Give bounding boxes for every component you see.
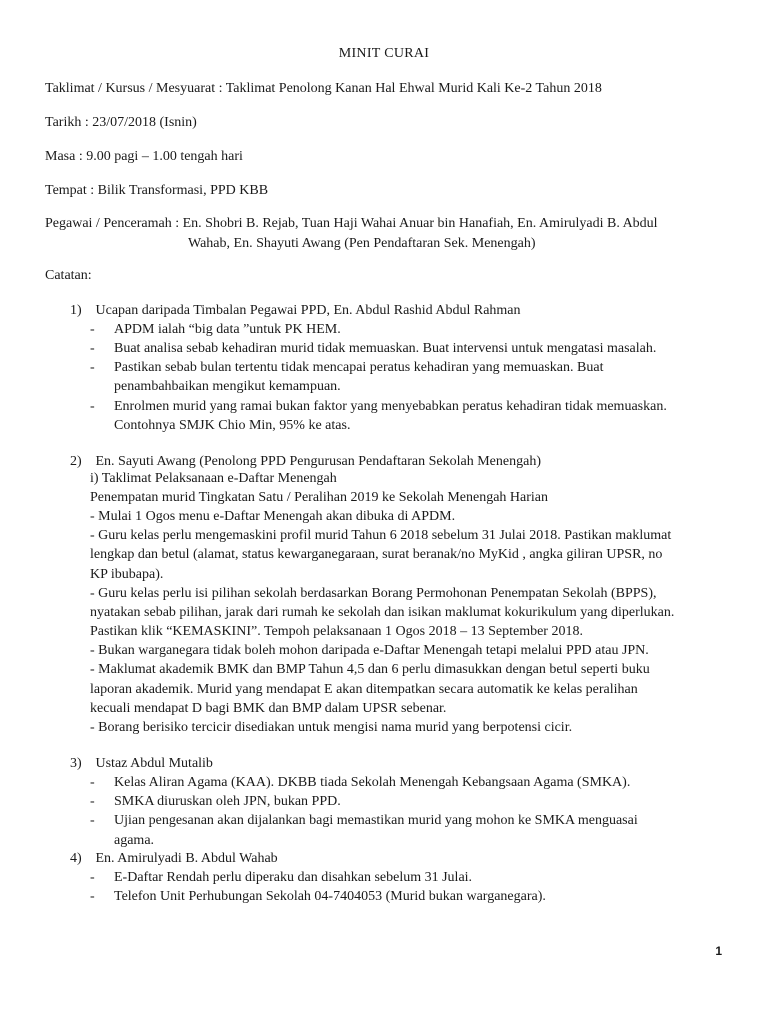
time-line: Masa : 9.00 pagi – 1.00 tengah hari	[45, 149, 243, 164]
list-item	[90, 794, 341, 810]
list-item	[90, 813, 638, 829]
bullet-dash: -	[90, 360, 95, 375]
bullet-dash: -	[90, 794, 95, 809]
list-item-text: Buat analisa sebab kehadiran murid tidak memuaskan. Buat intervensi untuk mengatasi masalah.	[114, 341, 657, 356]
list-item-text: Ujian pengesanan akan dijalankan bagi memastikan murid yang mohon ke SMKA menguasai	[114, 813, 638, 828]
bullet-dash: -	[90, 341, 95, 356]
list-item-continued: penambahbaikan mengikut kemampuan.	[114, 379, 341, 394]
paragraph-line: - Borang berisiko tercicir disediakan untuk mengisi nama murid yang berpotensi cicir.	[90, 720, 573, 735]
section-1-heading	[70, 303, 521, 319]
bullet-dash: -	[90, 399, 95, 414]
bullet-dash: -	[90, 870, 95, 885]
paragraph-line: i) Taklimat Pelaksanaan e-Daftar Menengah	[90, 471, 337, 486]
speakers-line: Pegawai / Penceramah : En. Shobri B. Rejab, Tuan Haji Wahai Anuar bin Hanafiah, En. Amirulyadi B. Abdul	[45, 216, 658, 231]
bullet-dash: -	[90, 775, 95, 790]
section-number: 1)	[70, 303, 82, 318]
section-heading-text: Ustaz Abdul Mutalib	[95, 756, 213, 771]
list-item	[90, 341, 656, 357]
meeting-title-line: Taklimat / Kursus / Mesyuarat : Taklimat Penolong Kanan Hal Ehwal Murid Kali Ke-2 Tahun 2018	[45, 81, 602, 96]
section-heading-text: En. Amirulyadi B. Abdul Wahab	[95, 851, 278, 866]
list-item-continued: agama.	[114, 833, 155, 848]
paragraph-line: Pastikan klik “KEMASKINI”. Tempoh pelaksanaan 1 Ogos 2018 – 13 September 2018.	[90, 624, 583, 639]
paragraph-line: - Guru kelas perlu mengemaskini profil murid Tahun 6 2018 sebelum 31 Julai 2018. Pastikan maklumat	[90, 528, 672, 543]
section-number: 3)	[70, 756, 82, 771]
list-item	[90, 399, 667, 415]
bullet-dash: -	[90, 889, 95, 904]
paragraph-line: - Guru kelas perlu isi pilihan sekolah berdasarkan Borang Permohonan Penempatan Sekolah (BPPS),	[90, 586, 657, 601]
paragraph-line: - Maklumat akademik BMK dan BMP Tahun 4,5 dan 6 perlu dimasukkan dengan betul seperti buku	[90, 662, 650, 677]
list-item	[90, 322, 341, 338]
section-number: 2)	[70, 454, 82, 469]
section-number: 4)	[70, 851, 82, 866]
venue-line: Tempat : Bilik Transformasi, PPD KBB	[45, 183, 269, 198]
list-item-text: E-Daftar Rendah perlu diperaku dan disahkan sebelum 31 Julai.	[114, 870, 473, 885]
section-3-heading	[70, 756, 213, 772]
list-item	[90, 775, 630, 791]
paragraph-line: KP ibubapa).	[90, 567, 164, 582]
list-item	[90, 360, 603, 376]
section-4-heading	[70, 851, 278, 867]
list-item-text: Pastikan sebab bulan tertentu tidak mencapai peratus kehadiran yang memuaskan. Buat	[114, 360, 604, 375]
paragraph-line: - Mulai 1 Ogos menu e-Daftar Menengah akan dibuka di APDM.	[90, 509, 456, 524]
list-item-text: APDM ialah “big data ”untuk PK HEM.	[114, 322, 341, 337]
bullet-dash: -	[90, 322, 95, 337]
paragraph-line: nyatakan sebab pilihan, jarak dari rumah ke sekolah dan isikan maklumat kokurikulum yang diperlukan.	[90, 605, 675, 620]
page-number: 1	[715, 944, 722, 958]
paragraph-line: laporan akademik. Murid yang mendapat E akan ditempatkan secara automatik ke kelas peralihan	[90, 682, 638, 697]
paragraph-line: kecuali mendapat D bagi BMK dan BMP dalam UPSR sebenar.	[90, 701, 447, 716]
bullet-dash: -	[90, 813, 95, 828]
section-heading-text: En. Sayuti Awang (Penolong PPD Pengurusan Pendaftaran Sekolah Menengah)	[95, 454, 541, 469]
document-title: MINIT CURAI	[338, 46, 430, 61]
speakers-line-continued: Wahab, En. Shayuti Awang (Pen Pendaftaran Sek. Menengah)	[188, 236, 536, 251]
list-item-text: SMKA diuruskan oleh JPN, bukan PPD.	[114, 794, 341, 809]
paragraph-line: - Bukan warganegara tidak boleh mohon daripada e-Daftar Menengah tetapi melalui PPD atau JPN.	[90, 643, 649, 658]
list-item	[90, 889, 546, 905]
list-item-continued: Contohnya SMJK Chio Min, 95% ke atas.	[114, 418, 351, 433]
list-item-text: Kelas Aliran Agama (KAA). DKBB tiada Sekolah Menengah Kebangsaan Agama (SMKA).	[114, 775, 631, 790]
list-item	[90, 870, 472, 886]
list-item-text: Enrolmen murid yang ramai bukan faktor yang menyebabkan peratus kehadiran tidak memuaskan.	[114, 399, 667, 414]
date-line: Tarikh : 23/07/2018 (Isnin)	[45, 115, 197, 130]
section-heading-text: Ucapan daripada Timbalan Pegawai PPD, En. Abdul Rashid Abdul Rahman	[95, 303, 521, 318]
paragraph-line: lengkap dan betul (alamat, status kewarganegaraan, surat beranak/no MyKid , angka giliran UPSR, no	[90, 547, 663, 562]
paragraph-line: Penempatan murid Tingkatan Satu / Peralihan 2019 ke Sekolah Menengah Harian	[90, 490, 549, 505]
section-2-heading	[70, 454, 541, 470]
notes-label: Catatan:	[45, 268, 92, 283]
list-item-text: Telefon Unit Perhubungan Sekolah 04-7404053 (Murid bukan warganegara).	[114, 889, 546, 904]
